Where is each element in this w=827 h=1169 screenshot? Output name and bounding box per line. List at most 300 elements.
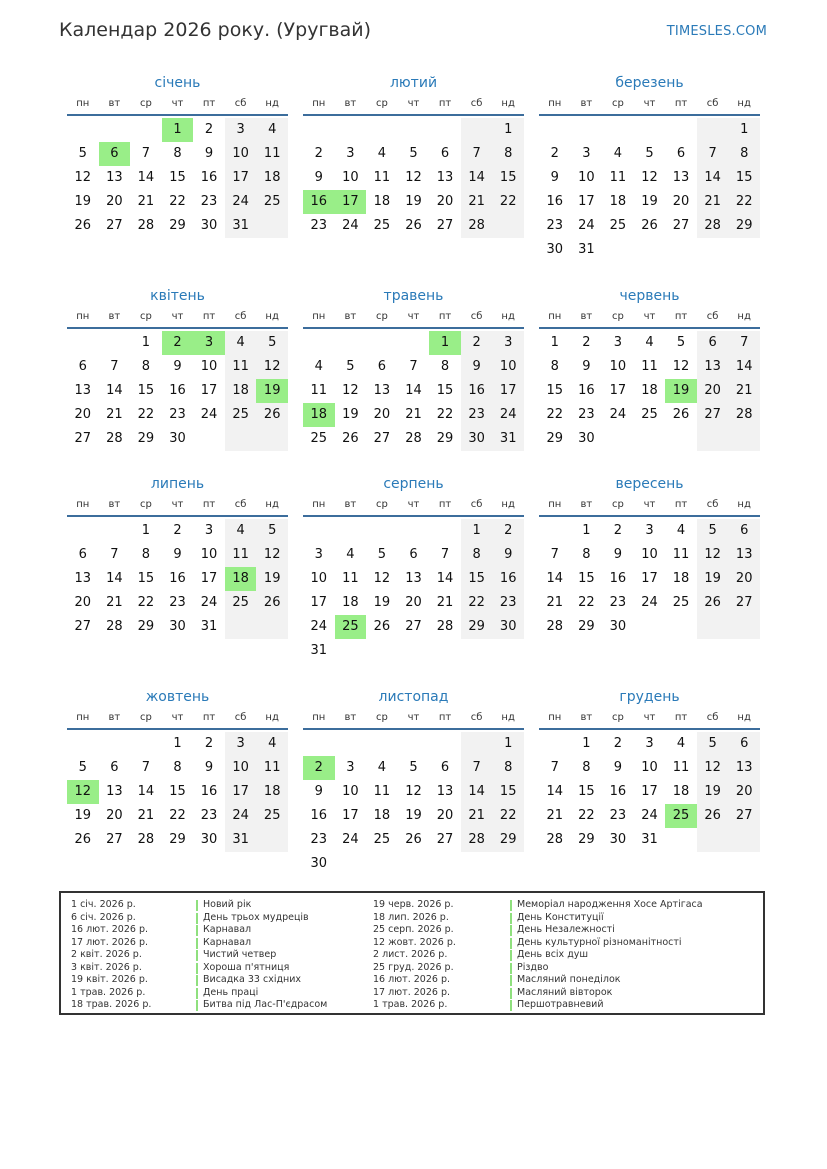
- day-cell: 7: [110, 547, 119, 562]
- legend-holiday-name: Карнавал: [203, 936, 252, 948]
- day-cell: 3: [613, 335, 623, 350]
- holiday-day-cell: 19: [256, 379, 288, 403]
- day-cell: 27: [74, 431, 92, 446]
- weekday-label: пт: [438, 98, 452, 109]
- day-cell: 21: [728, 379, 760, 403]
- legend-holiday-name: Масляний вівторок: [517, 986, 613, 998]
- weekday-label: чт: [643, 499, 656, 510]
- day-cell: 20: [697, 379, 729, 403]
- weekday-label: пт: [202, 98, 216, 109]
- day-cell: 14: [137, 170, 155, 185]
- day-cell: 13: [74, 571, 92, 586]
- day-cell: 15: [492, 780, 524, 804]
- day-cell: 19: [405, 808, 422, 823]
- day-cell: 13: [74, 383, 92, 398]
- holiday-day-cell: 19: [665, 379, 697, 403]
- day-cell: 9: [314, 784, 323, 799]
- legend-holiday-name: День культурної різноманітності: [517, 936, 682, 948]
- day-cell: 22: [492, 804, 524, 828]
- day-cell: 3: [346, 760, 355, 775]
- day-cell: 22: [169, 194, 186, 209]
- day-cell: 27: [728, 591, 760, 615]
- weekday-label: вт: [344, 98, 357, 109]
- day-cell: 12: [74, 170, 92, 185]
- day-cell: 29: [728, 214, 760, 238]
- month-calendar: [67, 72, 288, 268]
- header-rule: [67, 327, 288, 329]
- day-cell: 16: [492, 567, 524, 591]
- month-name: травень: [383, 288, 444, 304]
- day-cell: 27: [373, 431, 391, 446]
- day-cell: 23: [461, 403, 493, 427]
- legend-holiday-name: Різдво: [517, 961, 549, 973]
- day-cell: 7: [440, 547, 450, 562]
- day-cell: 6: [697, 331, 729, 355]
- weekend-shade: [728, 615, 760, 639]
- day-cell: 30: [200, 218, 218, 233]
- legend-date: 18 лип. 2026 р.: [373, 911, 449, 923]
- weekend-shade: [256, 615, 288, 639]
- day-cell: 12: [405, 784, 422, 799]
- weekday-label: сб: [706, 98, 719, 109]
- holiday-legend: [59, 891, 765, 1015]
- day-cell: 7: [697, 142, 729, 166]
- day-cell: 13: [728, 543, 760, 567]
- legend-date: 25 груд. 2026 р.: [373, 961, 454, 973]
- weekend-shade: [461, 732, 493, 756]
- day-cell: 26: [256, 403, 288, 427]
- day-cell: 29: [578, 619, 595, 634]
- day-cell: 16: [609, 784, 627, 799]
- day-cell: 8: [492, 756, 524, 780]
- day-cell: 21: [137, 808, 155, 823]
- day-cell: 24: [609, 407, 627, 422]
- day-cell: 23: [310, 832, 328, 847]
- day-cell: 15: [137, 383, 155, 398]
- day-cell: 13: [373, 383, 391, 398]
- day-cell: 14: [697, 166, 729, 190]
- day-cell: 11: [672, 547, 690, 562]
- legend-holiday-name: День праці: [203, 986, 259, 998]
- header-rule: [303, 515, 524, 517]
- legend-holiday-name: Масляний понеділок: [517, 974, 621, 985]
- day-cell: 7: [409, 359, 418, 374]
- day-cell: 5: [377, 547, 387, 562]
- day-cell: 4: [314, 359, 323, 374]
- day-cell: 6: [440, 760, 450, 775]
- day-cell: 3: [225, 118, 257, 142]
- day-cell: 17: [225, 166, 257, 190]
- weekend-shade: [256, 427, 288, 451]
- weekday-label: пн: [548, 98, 562, 109]
- day-cell: 22: [461, 591, 493, 615]
- weekday-header: [303, 495, 524, 515]
- month-calendar: [67, 686, 288, 882]
- holiday-day-cell: 16: [303, 190, 335, 214]
- day-cell: 21: [436, 595, 454, 610]
- legend-holiday-name: День трьох мудреців: [203, 911, 309, 923]
- legend-holiday-name: Битва під Лас-П'єдрасом: [203, 999, 328, 1010]
- day-cell: 17: [492, 379, 524, 403]
- header-rule: [539, 327, 760, 329]
- day-cell: 16: [169, 571, 186, 586]
- weekday-label: чт: [407, 311, 420, 322]
- legend-marker: [510, 938, 512, 949]
- day-cell: 29: [461, 615, 493, 639]
- day-cell: 14: [106, 383, 123, 398]
- weekday-label: пт: [674, 499, 688, 510]
- weekday-label: ср: [139, 499, 152, 510]
- day-cell: 1: [492, 732, 524, 756]
- day-cell: 24: [641, 595, 658, 610]
- day-cell: 8: [440, 359, 450, 374]
- holiday-day-cell: 6: [99, 142, 131, 166]
- day-cell: 28: [461, 214, 493, 238]
- day-cell: 27: [106, 218, 123, 233]
- day-cell: 18: [641, 383, 658, 398]
- holiday-day-cell: 3: [193, 331, 225, 355]
- day-cell: 14: [546, 571, 564, 586]
- day-cell: 21: [461, 804, 493, 828]
- day-cell: 5: [346, 359, 355, 374]
- day-cell: 3: [582, 146, 591, 161]
- weekday-label: пт: [438, 499, 452, 510]
- legend-marker: [510, 950, 512, 961]
- weekday-label: нд: [501, 311, 515, 322]
- weekday-label: нд: [737, 499, 751, 510]
- day-cell: 18: [609, 194, 627, 209]
- day-cell: 21: [405, 407, 422, 422]
- legend-marker: [510, 900, 512, 911]
- weekday-label: вт: [344, 712, 357, 723]
- day-cell: 25: [373, 832, 391, 847]
- header-rule: [539, 515, 760, 517]
- day-cell: 30: [609, 832, 627, 847]
- day-cell: 19: [74, 194, 92, 209]
- weekday-label: ср: [139, 311, 152, 322]
- day-cell: 7: [461, 756, 493, 780]
- day-cell: 6: [110, 760, 119, 775]
- day-cell: 7: [550, 760, 559, 775]
- weekday-label: вт: [108, 311, 121, 322]
- day-cell: 16: [578, 383, 595, 398]
- day-cell: 1: [461, 519, 493, 543]
- legend-date: 12 жовт. 2026 р.: [373, 936, 456, 948]
- day-cell: 9: [492, 543, 524, 567]
- legend-date: 19 черв. 2026 р.: [373, 899, 454, 910]
- day-cell: 8: [492, 142, 524, 166]
- day-cell: 17: [641, 571, 658, 586]
- weekday-label: пн: [312, 311, 326, 322]
- month-calendar: [539, 686, 760, 882]
- weekday-label: пн: [312, 98, 326, 109]
- day-cell: 23: [310, 218, 328, 233]
- day-cell: 8: [728, 142, 760, 166]
- day-cell: 31: [310, 643, 328, 658]
- weekday-label: вт: [108, 712, 121, 723]
- day-cell: 25: [225, 591, 257, 615]
- weekday-header: [539, 708, 760, 728]
- day-cell: 24: [200, 407, 218, 422]
- day-cell: 20: [728, 567, 760, 591]
- month-calendar: [539, 473, 760, 669]
- day-cell: 5: [409, 760, 418, 775]
- day-cell: 8: [173, 760, 182, 775]
- day-cell: 18: [373, 194, 391, 209]
- day-cell: 10: [342, 170, 359, 185]
- day-cell: 21: [106, 595, 123, 610]
- day-cell: 24: [225, 190, 257, 214]
- holiday-day-cell: 25: [335, 615, 367, 639]
- day-cell: 16: [169, 383, 186, 398]
- day-cell: 20: [106, 808, 123, 823]
- day-cell: 12: [672, 359, 690, 374]
- legend-marker: [196, 900, 198, 911]
- day-cell: 9: [582, 359, 591, 374]
- day-cell: 9: [550, 170, 559, 185]
- weekend-shade: [697, 118, 729, 142]
- day-cell: 25: [672, 595, 690, 610]
- weekday-label: сб: [234, 712, 247, 723]
- days-grid: [303, 118, 524, 268]
- day-cell: 21: [546, 808, 564, 823]
- day-cell: 12: [405, 170, 422, 185]
- day-cell: 9: [204, 146, 214, 161]
- weekday-label: сб: [706, 311, 719, 322]
- month-calendar: [303, 285, 524, 481]
- day-cell: 27: [672, 218, 690, 233]
- weekend-shade: [697, 828, 729, 852]
- weekday-label: пн: [76, 712, 90, 723]
- days-grid: [539, 519, 760, 669]
- legend-holiday-name: День всіх душ: [517, 949, 589, 960]
- day-cell: 14: [405, 383, 422, 398]
- day-cell: 5: [409, 146, 418, 161]
- legend-date: 18 трав. 2026 р.: [71, 999, 152, 1010]
- day-cell: 14: [461, 166, 493, 190]
- day-cell: 23: [200, 808, 218, 823]
- day-cell: 1: [173, 736, 182, 751]
- page-title: Календар 2026 року. (Уругвай): [59, 19, 372, 41]
- weekday-label: ср: [611, 499, 624, 510]
- legend-marker: [196, 925, 198, 936]
- day-cell: 26: [672, 407, 690, 422]
- day-cell: 2: [314, 146, 323, 161]
- day-cell: 30: [492, 615, 524, 639]
- day-cell: 25: [641, 407, 658, 422]
- day-cell: 17: [578, 194, 595, 209]
- day-cell: 28: [106, 619, 123, 634]
- day-cell: 9: [461, 355, 493, 379]
- weekend-shade: [256, 828, 288, 852]
- day-cell: 31: [578, 242, 595, 257]
- weekday-label: ср: [375, 311, 388, 322]
- weekday-label: нд: [501, 98, 515, 109]
- day-cell: 8: [582, 760, 591, 775]
- weekday-label: чт: [643, 311, 656, 322]
- legend-date: 6 січ. 2026 р.: [71, 911, 136, 923]
- day-cell: 23: [609, 595, 627, 610]
- weekday-label: ср: [611, 712, 624, 723]
- days-grid: [303, 331, 524, 481]
- day-cell: 28: [137, 832, 155, 847]
- weekday-label: сб: [470, 712, 483, 723]
- day-cell: 7: [141, 760, 151, 775]
- weekend-shade: [225, 427, 257, 451]
- day-cell: 26: [697, 804, 729, 828]
- day-cell: 17: [225, 780, 257, 804]
- day-cell: 26: [342, 431, 359, 446]
- legend-date: 16 лют. 2026 р.: [373, 974, 450, 985]
- legend-holiday-name: Висадка 33 східних: [203, 974, 302, 985]
- legend-marker: [196, 975, 198, 986]
- days-grid: [303, 519, 524, 669]
- month-name: лютий: [389, 75, 438, 91]
- day-cell: 17: [200, 571, 218, 586]
- day-cell: 14: [106, 571, 123, 586]
- day-cell: 29: [436, 431, 454, 446]
- day-cell: 30: [310, 856, 328, 871]
- day-cell: 15: [546, 383, 564, 398]
- day-cell: 7: [141, 146, 151, 161]
- legend-marker: [196, 1000, 198, 1011]
- day-cell: 31: [200, 619, 218, 634]
- weekday-label: пн: [548, 499, 562, 510]
- day-cell: 11: [225, 355, 257, 379]
- days-grid: [539, 732, 760, 882]
- legend-holiday-name: Хороша п'ятниця: [203, 961, 290, 973]
- weekday-label: ср: [139, 98, 152, 109]
- month-name: січень: [154, 75, 201, 91]
- day-cell: 10: [310, 571, 328, 586]
- day-cell: 10: [641, 760, 658, 775]
- day-cell: 28: [546, 832, 564, 847]
- day-cell: 3: [225, 732, 257, 756]
- day-cell: 27: [728, 804, 760, 828]
- day-cell: 23: [169, 407, 186, 422]
- day-cell: 4: [225, 331, 257, 355]
- day-cell: 21: [697, 190, 729, 214]
- day-cell: 13: [672, 170, 690, 185]
- day-cell: 26: [373, 619, 391, 634]
- weekday-label: пн: [76, 311, 90, 322]
- legend-date: 17 лют. 2026 р.: [71, 936, 148, 948]
- weekend-shade: [728, 828, 760, 852]
- weekday-label: пт: [202, 712, 216, 723]
- day-cell: 8: [461, 543, 493, 567]
- day-cell: 23: [546, 218, 564, 233]
- day-cell: 30: [169, 431, 186, 446]
- legend-marker: [196, 938, 198, 949]
- days-grid: [67, 732, 288, 882]
- weekday-label: пт: [438, 311, 452, 322]
- day-cell: 11: [672, 760, 690, 775]
- day-cell: 7: [110, 359, 119, 374]
- day-cell: 7: [461, 142, 493, 166]
- legend-holiday-name: Чистий четвер: [203, 949, 277, 960]
- header-rule: [67, 728, 288, 730]
- day-cell: 28: [546, 619, 564, 634]
- weekday-label: ср: [611, 98, 624, 109]
- day-cell: 18: [672, 784, 690, 799]
- day-cell: 27: [436, 832, 454, 847]
- day-cell: 23: [578, 407, 595, 422]
- day-cell: 26: [641, 218, 658, 233]
- weekday-label: пн: [548, 712, 562, 723]
- day-cell: 27: [436, 218, 454, 233]
- weekday-label: нд: [501, 712, 515, 723]
- day-cell: 29: [169, 218, 186, 233]
- weekday-header: [67, 307, 288, 327]
- legend-date: 3 квіт. 2026 р.: [71, 961, 142, 973]
- day-cell: 19: [641, 194, 658, 209]
- day-cell: 17: [342, 808, 359, 823]
- day-cell: 9: [173, 359, 182, 374]
- weekday-label: сб: [234, 499, 247, 510]
- day-cell: 22: [492, 190, 524, 214]
- weekday-label: чт: [171, 499, 184, 510]
- weekday-header: [539, 307, 760, 327]
- day-cell: 31: [492, 427, 524, 451]
- day-cell: 13: [728, 756, 760, 780]
- day-cell: 10: [641, 547, 658, 562]
- weekday-label: сб: [706, 499, 719, 510]
- day-cell: 14: [728, 355, 760, 379]
- day-cell: 5: [256, 331, 288, 355]
- header-rule: [67, 515, 288, 517]
- weekday-label: сб: [470, 311, 483, 322]
- day-cell: 2: [461, 331, 493, 355]
- header-rule: [303, 114, 524, 116]
- day-cell: 4: [377, 760, 387, 775]
- day-cell: 15: [492, 166, 524, 190]
- day-cell: 11: [641, 359, 658, 374]
- day-cell: 10: [609, 359, 627, 374]
- days-grid: [67, 331, 288, 481]
- day-cell: 3: [492, 331, 524, 355]
- weekday-label: чт: [171, 311, 184, 322]
- day-cell: 22: [137, 595, 155, 610]
- day-cell: 13: [697, 355, 729, 379]
- day-cell: 24: [342, 218, 359, 233]
- day-cell: 11: [373, 784, 391, 799]
- header-rule: [539, 728, 760, 730]
- day-cell: 19: [342, 407, 359, 422]
- day-cell: 24: [641, 808, 658, 823]
- day-cell: 6: [728, 519, 760, 543]
- day-cell: 15: [461, 567, 493, 591]
- weekday-label: сб: [470, 98, 483, 109]
- day-cell: 26: [256, 591, 288, 615]
- weekend-shade: [461, 118, 493, 142]
- day-cell: 9: [613, 547, 623, 562]
- day-cell: 11: [373, 170, 391, 185]
- month-name: листопад: [378, 689, 449, 705]
- day-cell: 6: [377, 359, 387, 374]
- day-cell: 21: [546, 595, 564, 610]
- legend-marker: [510, 1000, 512, 1011]
- day-cell: 25: [256, 190, 288, 214]
- day-cell: 2: [204, 122, 214, 137]
- day-cell: 4: [676, 736, 686, 751]
- legend-marker: [510, 988, 512, 999]
- weekday-label: чт: [407, 712, 420, 723]
- weekday-label: нд: [265, 311, 279, 322]
- day-cell: 12: [256, 543, 288, 567]
- legend-marker: [196, 913, 198, 924]
- days-grid: [303, 732, 524, 882]
- site-brand-link[interactable]: TIMESLES.COM: [666, 24, 767, 39]
